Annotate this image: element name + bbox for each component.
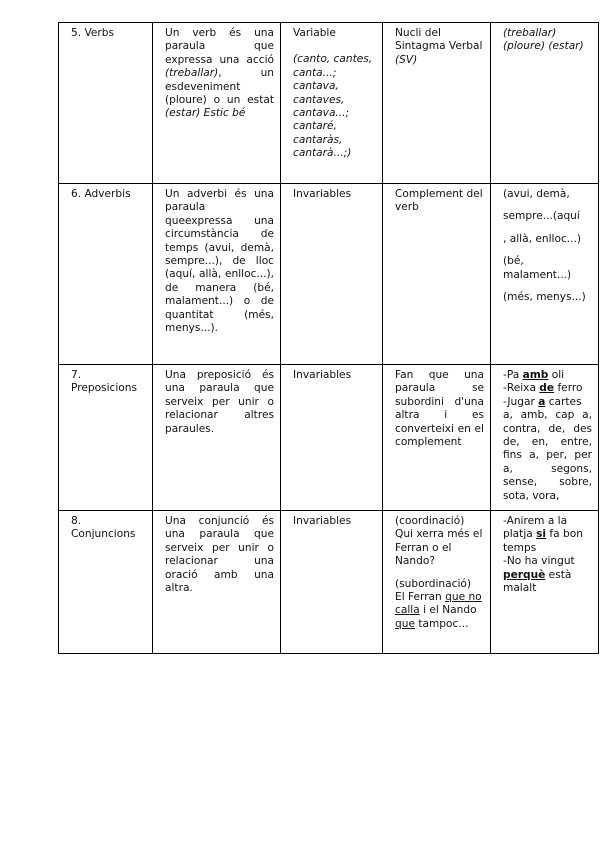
table-row-prepositions	[59, 365, 599, 511]
verb-forms: (canto, cantes, canta...; cantava, cantaves, cantava...; cantaré, cantaràs, cantarà...;)	[293, 53, 373, 160]
example-line: -No ha vingut perquè està malalt	[503, 555, 575, 595]
category-cell: 6. Adverbis	[59, 184, 153, 365]
examples-cell	[491, 511, 599, 654]
variability-cell: Invariables	[281, 365, 383, 511]
example-line: (bé, malament...)	[503, 255, 572, 281]
definition-cell: Una conjunció és una paraula que serveix per unir o relacionar una oració amb una altra.	[153, 511, 281, 654]
category-cell: 7. Preposicions	[59, 365, 153, 511]
example-line: (avui, demà,	[503, 188, 570, 200]
category-cell: 5. Verbs	[59, 23, 153, 184]
subordination-example: (subordinació) El Ferran que no calla i el Nando que tampoc...	[395, 577, 482, 630]
examples-cell: (treballar) (ploure) (estar)	[491, 23, 599, 184]
table-row-conjunctions	[59, 511, 599, 654]
variability-cell: Variable (canto, cantes, canta...; cantava, cantaves, cantava...; cantaré, cantaràs, cantarà...;)	[281, 23, 383, 184]
variability-cell: Invariables	[281, 511, 383, 654]
coordination-example: (coordinació) Qui xerra més el Ferran o el Nando?	[395, 515, 483, 568]
examples-cell	[491, 184, 599, 365]
definition-cell: Un adverbi és una paraula queexpressa una circumstància de temps (avui, demà, sempre...), de lloc (aquí, allà, enlloc...), de manera (bé, malament...) o de quantitat (més, menys...).	[153, 184, 281, 365]
category-cell: 8. Conjuncions	[59, 511, 153, 654]
examples-cell	[491, 365, 599, 511]
example-line: (més, menys...)	[503, 291, 586, 304]
definition-cell: Un verb és una paraula que expressa una acció (treballar), un esdeveniment (ploure) o un estat (estar) Estic bé	[153, 23, 281, 184]
example-line: -Jugar a cartes	[503, 395, 582, 408]
function-cell: Nucli del Sintagma Verbal (SV)	[383, 23, 491, 184]
example-line: , allà, enlloc...)	[503, 232, 581, 245]
variability-cell: Invariables	[281, 184, 383, 365]
definition-cell: Una preposició és una paraula que serveix per unir o relacionar altres paraules.	[153, 365, 281, 511]
example-line: -Anirem a la platja si fa bon temps	[503, 515, 583, 554]
preposition-list: a, amb, cap a, contra, de, des de, en, entre, fins a, per, per a, segons, sense, sobre, sota, vora,	[503, 409, 592, 502]
function-cell	[383, 511, 491, 654]
example-line: -Pa amb oli	[503, 369, 565, 381]
table-row-adverbs	[59, 184, 599, 365]
function-cell: Complement del verb	[383, 184, 491, 365]
grammar-table	[58, 22, 599, 654]
example-line: sempre...(aquí	[503, 210, 580, 223]
table-row-verbs	[59, 23, 599, 184]
function-cell: Fan que una paraula se subordini d'una altra i es converteixi en el complement	[383, 365, 491, 511]
example-line: -Reixa de ferro	[503, 382, 583, 395]
